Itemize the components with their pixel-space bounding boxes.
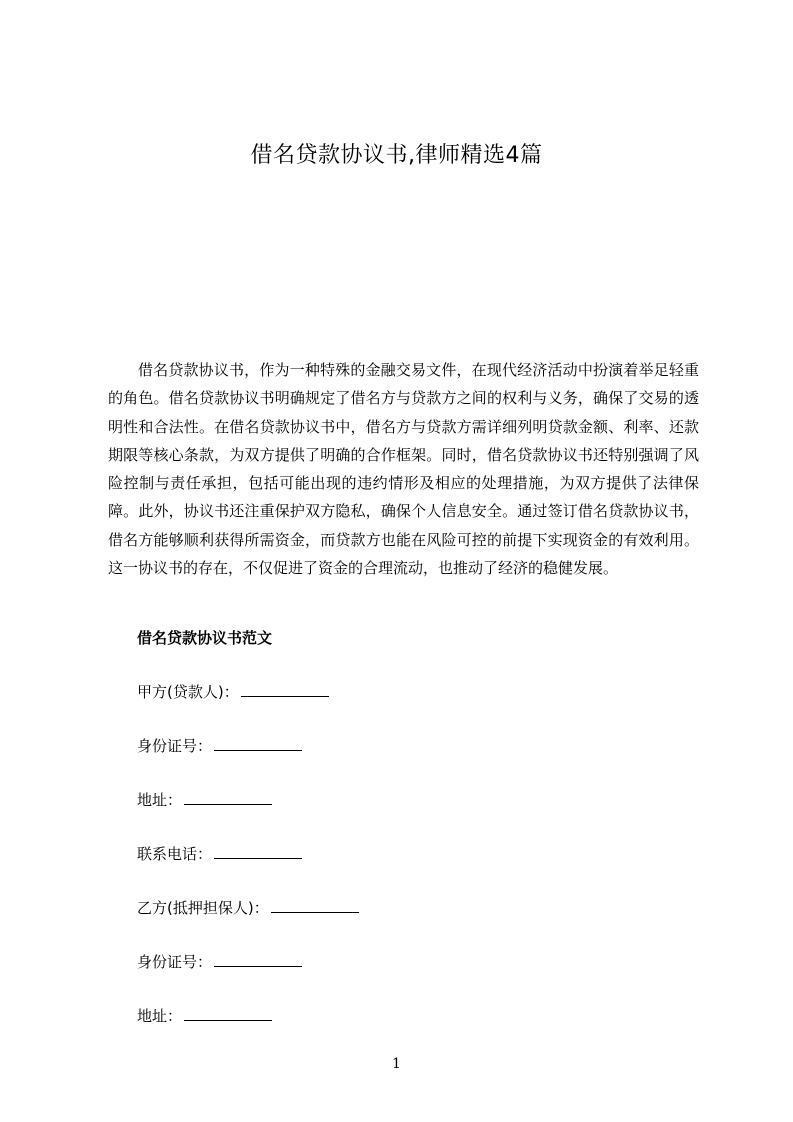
page-number: 1: [392, 1056, 401, 1072]
field-id-number-a: [137, 734, 302, 758]
field-label: 身份证号：: [137, 737, 213, 755]
fill-in-blank: [184, 789, 272, 805]
fill-in-blank: [271, 897, 359, 913]
intro-paragraph: 借名贷款协议书，作为一种特殊的金融交易文件，在现代经济活动中扮演着举足轻重的角色。借名贷款协议书明确规定了借名方与贷款方之间的权利与义务，确保了交易的透明性和合法性。在借名贷款协议书中，借名方与贷款方需详细列明贷款金额、利率、还款期限等核心条款，为双方提供了明确的合作框架。同时，借名贷款协议书还特别强调了风险控制与责任承担，包括可能出现的违约情形及相应的处理措施，为双方提供了法律保障。此外，协议书还注重保护双方隐私，确保个人信息安全。通过签订借名贷款协议书，借名方能够顺利获得所需资金，而贷款方也能在风险可控的前提下实现资金的有效利用。这一协议书的存在，不仅促进了资金的合理流动，也推动了经济的稳健发展。: [108, 361, 699, 578]
field-address-a: [137, 788, 272, 812]
field-phone-a: [137, 842, 302, 866]
field-label: 地址：: [137, 791, 183, 809]
field-label: 地址：: [137, 1007, 183, 1025]
fill-in-blank: [184, 1005, 272, 1021]
field-id-number-b: [137, 950, 302, 974]
field-address-b: [137, 1004, 272, 1028]
fill-in-blank: [214, 735, 302, 751]
field-label: 联系电话：: [137, 845, 213, 863]
fill-in-blank: [214, 843, 302, 859]
field-party-a: [137, 680, 329, 704]
document-title: 借名贷款协议书,律师精选4篇: [250, 143, 543, 168]
field-label: 身份证号：: [137, 953, 213, 971]
fill-in-blank: [241, 681, 329, 697]
field-label: 甲方(贷款人)：: [137, 683, 239, 701]
field-label: 乙方(抵押担保人)：: [137, 899, 269, 917]
field-party-b: [137, 896, 359, 920]
fill-in-blank: [214, 951, 302, 967]
section-heading: 借名贷款协议书范文: [137, 629, 273, 647]
